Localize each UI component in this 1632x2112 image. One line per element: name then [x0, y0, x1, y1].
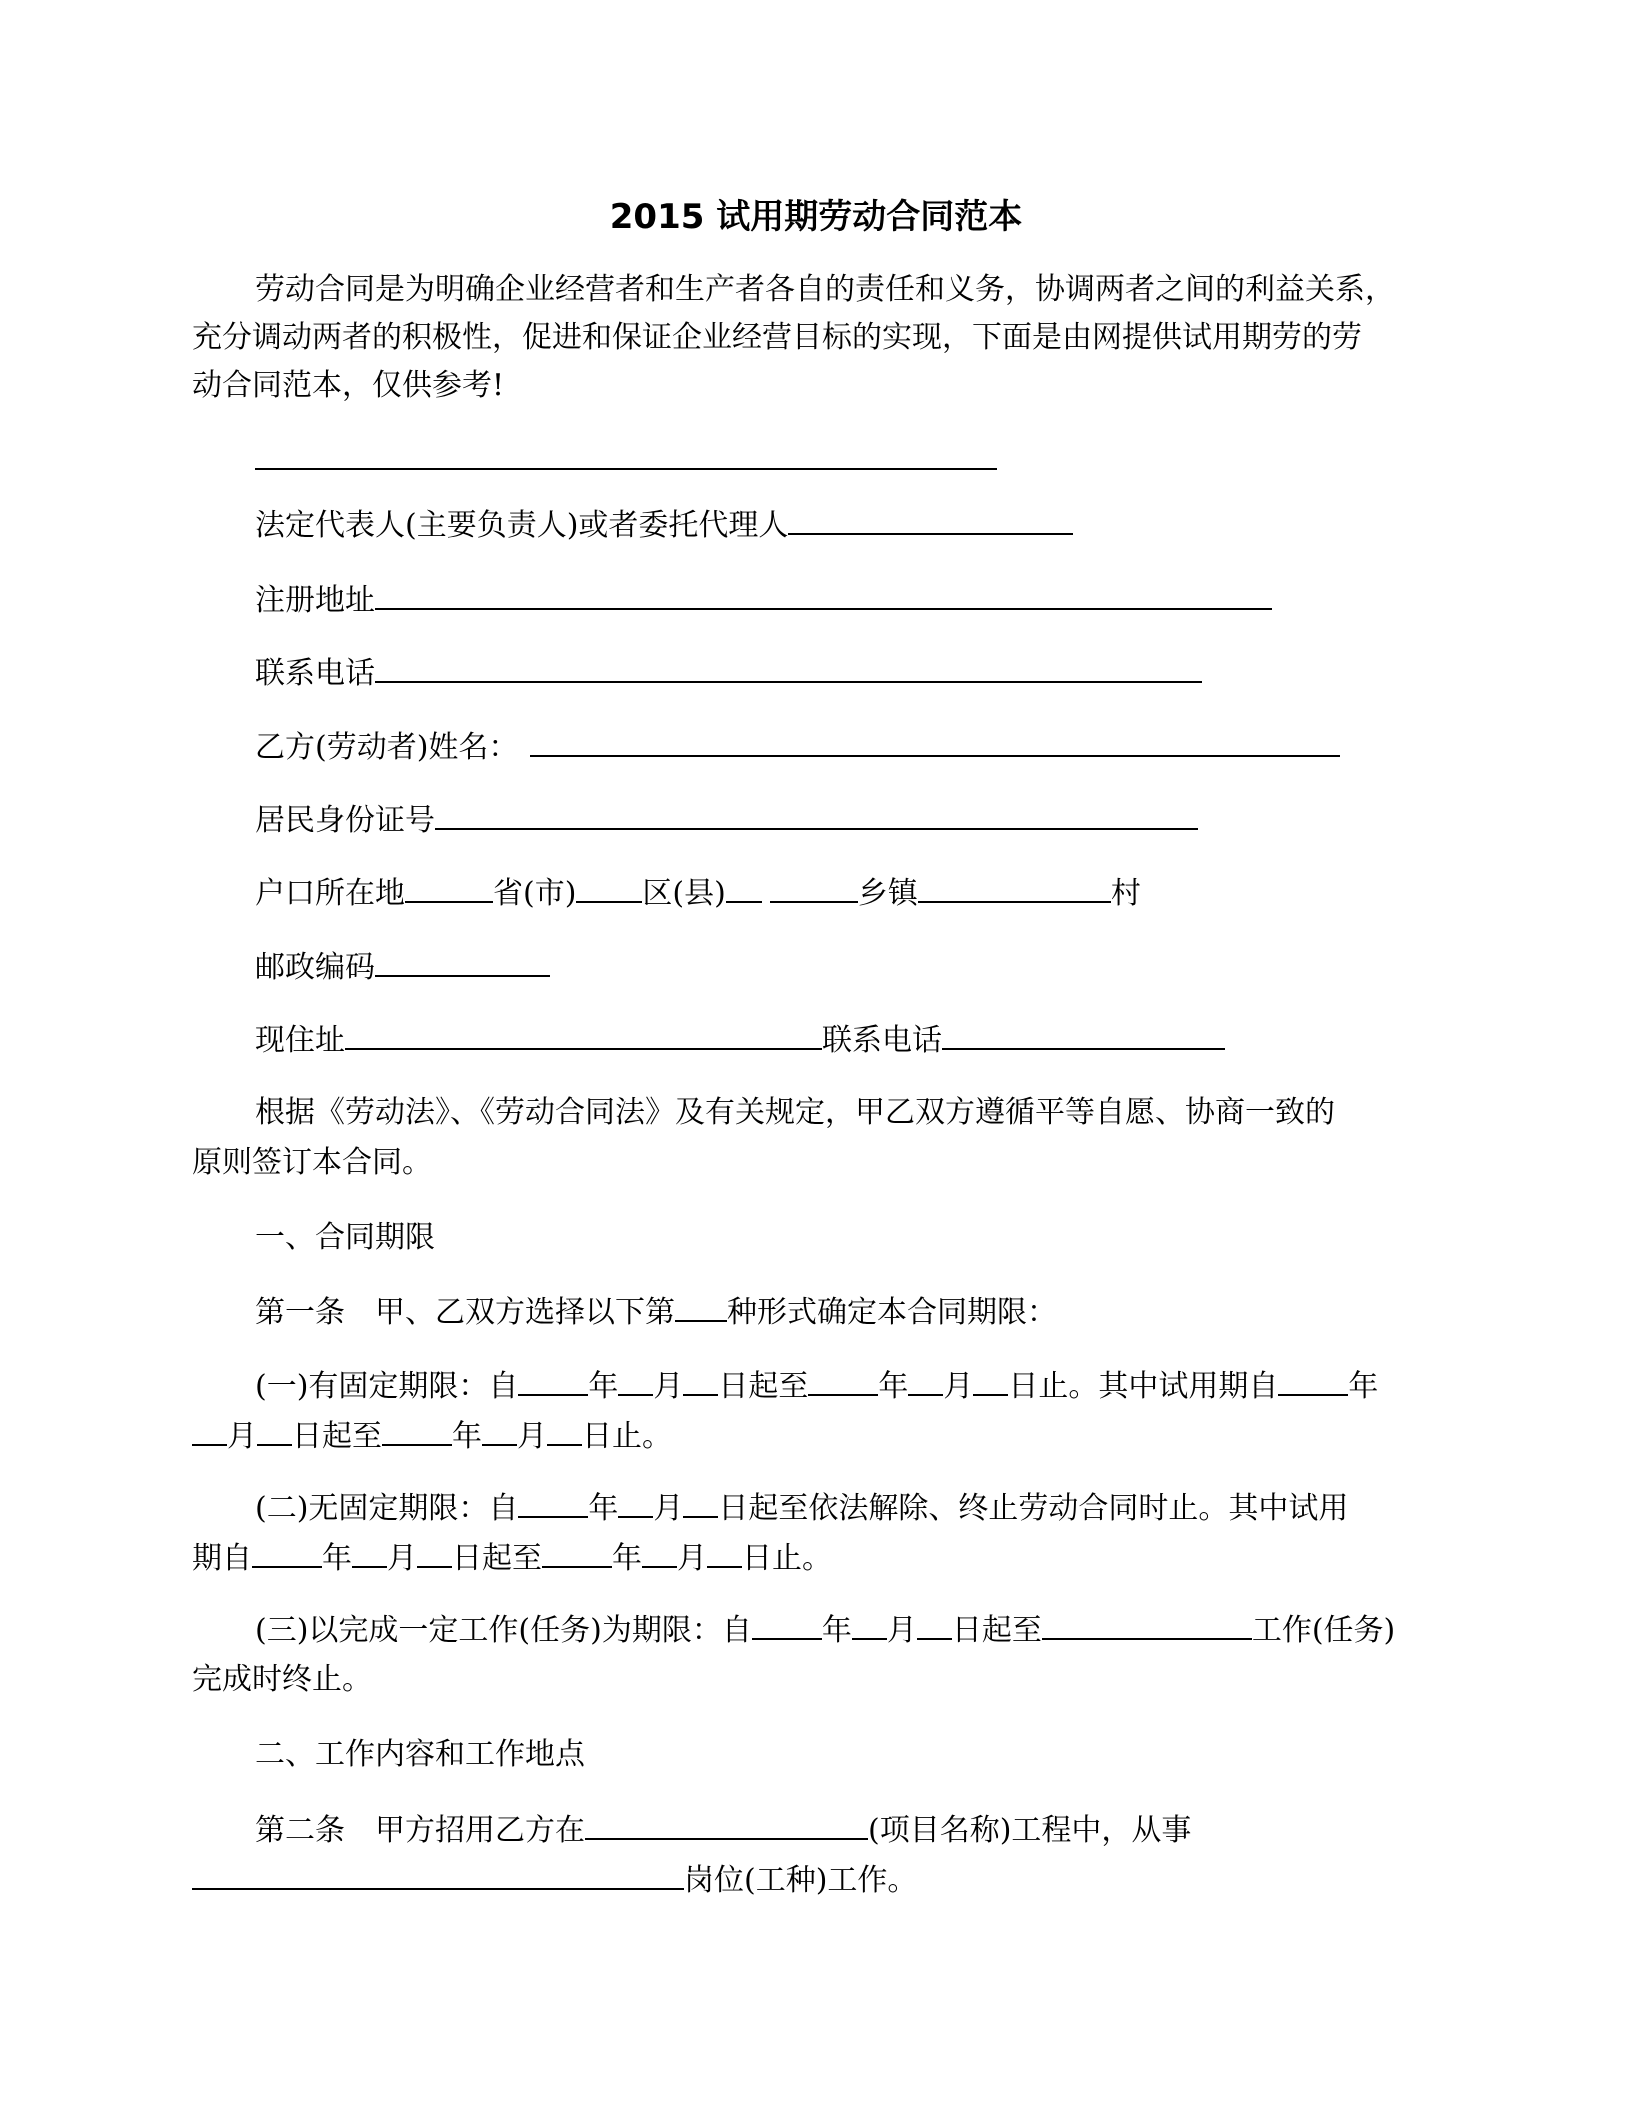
month-label: 月: [943, 1369, 974, 1404]
day-end-label: 日止。: [582, 1419, 672, 1454]
article2-line-1: [255, 1810, 1191, 1851]
day-from-to-label: 日起至: [951, 1613, 1042, 1648]
phone-blank[interactable]: [375, 653, 1202, 683]
opt2-start-day-blank[interactable]: [683, 1488, 718, 1518]
intro-line-1: 劳动合同是为明确企业经营者和生产者各自的责任和义务，协调两者之间的利益关系，: [255, 272, 1395, 307]
section1-heading: 一、合同期限: [255, 1220, 435, 1255]
id-number-row: [255, 800, 1198, 841]
article1-row: [255, 1292, 1057, 1333]
opt2-start-month-blank[interactable]: [618, 1488, 653, 1518]
project-name-blank[interactable]: [585, 1810, 868, 1840]
year-label: 年: [452, 1419, 482, 1454]
month-label: 月: [387, 1541, 417, 1576]
hukou-province-label: 省(市): [493, 876, 577, 911]
opt2-trial-end-month-blank[interactable]: [642, 1538, 677, 1568]
opt2-trial-start-month-blank[interactable]: [352, 1538, 387, 1568]
hukou-label: 户口所在地: [255, 876, 405, 911]
opt1-end-month-blank[interactable]: [908, 1366, 943, 1396]
opt1-end-year-blank[interactable]: [808, 1366, 878, 1396]
option2-line-2: [192, 1538, 832, 1579]
party-b-name-label: 乙方(劳动者)姓名：: [255, 730, 519, 765]
opt3-task-blank[interactable]: [1042, 1610, 1252, 1640]
opt3-start-month-blank[interactable]: [852, 1610, 887, 1640]
opt1-trial-start-day-blank[interactable]: [257, 1416, 292, 1446]
article1-text: 甲、乙双方选择以下第: [375, 1295, 675, 1330]
day-end-label: 日止。: [742, 1541, 832, 1576]
hukou-village-blank[interactable]: [918, 873, 1111, 903]
option3-prefix: (三)以完成一定工作(任务)为期限：自: [255, 1613, 752, 1648]
phone-row: [255, 653, 1202, 694]
hukou-province-blank[interactable]: [405, 873, 493, 903]
reg-address-row: [255, 580, 1272, 621]
option2-line-1: [255, 1488, 1348, 1529]
trial-mid-label: 日止。其中试用期自: [1008, 1369, 1279, 1404]
current-address-row: [255, 1020, 1225, 1061]
opt1-start-day-blank[interactable]: [683, 1366, 718, 1396]
option1-prefix: (一)有固定期限：自: [255, 1369, 519, 1404]
current-address-label: 现住址: [255, 1023, 345, 1058]
year-label: 年: [612, 1541, 642, 1576]
opt1-trial-end-day-blank[interactable]: [547, 1416, 582, 1446]
legal-rep-label: 法定代表人(主要负责人)或者委托代理人: [255, 508, 789, 543]
opt3-start-year-blank[interactable]: [752, 1610, 822, 1640]
day-from-to-label: 日起至: [292, 1419, 382, 1454]
hukou-town-blank[interactable]: [770, 873, 858, 903]
opt2-trial-end-day-blank[interactable]: [707, 1538, 742, 1568]
hukou-town-label: 乡镇: [857, 876, 918, 911]
opt1-trial-start-month-blank[interactable]: [192, 1416, 227, 1446]
hukou-village-label: 村: [1110, 876, 1141, 911]
article2-text-3: 岗位(工种)工作。: [684, 1863, 918, 1898]
month-label: 月: [653, 1491, 684, 1526]
opt1-start-month-blank[interactable]: [618, 1366, 653, 1396]
basis-line-2: 原则签订本合同。: [192, 1145, 432, 1180]
month-label: 月: [677, 1541, 707, 1576]
option2-prefix: (二)无固定期限：自: [255, 1491, 519, 1526]
year-label: 年: [878, 1369, 909, 1404]
day-from-to-label: 日起至: [452, 1541, 542, 1576]
party-a-name-blank[interactable]: [255, 468, 997, 470]
current-phone-label: 联系电话: [822, 1023, 942, 1058]
article1-text-2: 种形式确定本合同期限：: [727, 1295, 1057, 1330]
option1-line-2: [192, 1416, 672, 1457]
opt1-end-day-blank[interactable]: [973, 1366, 1008, 1396]
option3-line-2: 完成时终止。: [192, 1662, 372, 1697]
section2-heading: 二、工作内容和工作地点: [255, 1737, 585, 1772]
party-b-name-blank[interactable]: [530, 727, 1340, 757]
article1-number: 第一条: [255, 1295, 345, 1330]
opt3-start-day-blank[interactable]: [917, 1610, 952, 1640]
month-label: 月: [886, 1613, 917, 1648]
legal-rep-blank[interactable]: [788, 505, 1073, 535]
opt2-trial-start-year-blank[interactable]: [252, 1538, 322, 1568]
option1-line-1: [255, 1366, 1378, 1407]
work-task-label: 工作(任务): [1251, 1613, 1396, 1648]
option3-line-1: [255, 1610, 1395, 1651]
to-termination-label: 日起至依法解除、终止劳动合同时止。其中试用: [718, 1491, 1349, 1526]
postal-code-row: [255, 947, 550, 988]
position-blank[interactable]: [192, 1860, 684, 1890]
postal-code-blank[interactable]: [375, 947, 550, 977]
hukou-district-blank-2[interactable]: [726, 873, 762, 903]
reg-address-blank[interactable]: [375, 580, 1272, 610]
phone-label: 联系电话: [255, 656, 375, 691]
hukou-district-blank[interactable]: [576, 873, 642, 903]
article2-text: 甲方招用乙方在: [375, 1813, 585, 1848]
hukou-row: [255, 873, 1141, 914]
current-phone-blank[interactable]: [942, 1020, 1225, 1050]
year-label: 年: [588, 1369, 619, 1404]
month-label: 月: [227, 1419, 257, 1454]
article2-line-2: [192, 1860, 917, 1901]
month-label: 月: [653, 1369, 684, 1404]
article1-option-blank[interactable]: [675, 1292, 727, 1322]
hukou-district-label: 区(县): [642, 876, 726, 911]
year-label: 年: [821, 1613, 852, 1648]
party-b-name-row: [255, 727, 1340, 768]
opt1-start-year-blank[interactable]: [518, 1366, 588, 1396]
legal-rep-row: [255, 505, 1073, 546]
opt1-trial-end-month-blank[interactable]: [482, 1416, 517, 1446]
year-label: 年: [322, 1541, 352, 1576]
reg-address-label: 注册地址: [255, 583, 375, 618]
opt2-trial-end-year-blank[interactable]: [542, 1538, 612, 1568]
month-label: 月: [517, 1419, 547, 1454]
intro-line-2: 充分调动两者的积极性，促进和保证企业经营目标的实现，下面是由网提供试用期劳的劳: [192, 320, 1362, 355]
year-label: 年: [588, 1491, 619, 1526]
article2-number: 第二条: [255, 1813, 345, 1848]
period-from-label: 期自: [192, 1541, 252, 1576]
opt2-trial-start-day-blank[interactable]: [417, 1538, 452, 1568]
opt1-trial-start-year-blank[interactable]: [1278, 1366, 1348, 1396]
day-from-to-label: 日起至: [718, 1369, 809, 1404]
postal-code-label: 邮政编码: [255, 950, 375, 985]
intro-line-3: 动合同范本，仅供参考!: [192, 368, 505, 403]
year-label: 年: [1348, 1369, 1379, 1404]
basis-line-1: 根据《劳动法》、《劳动合同法》及有关规定，甲乙双方遵循平等自愿、协商一致的: [255, 1095, 1335, 1130]
id-number-blank[interactable]: [435, 800, 1198, 830]
current-address-blank[interactable]: [345, 1020, 822, 1050]
article2-text-2: (项目名称)工程中，从事: [868, 1813, 1192, 1848]
id-number-label: 居民身份证号: [255, 803, 435, 838]
opt1-trial-end-year-blank[interactable]: [382, 1416, 452, 1446]
document-title: 2015 试用期劳动合同范本: [609, 197, 1023, 237]
opt2-start-year-blank[interactable]: [518, 1488, 588, 1518]
